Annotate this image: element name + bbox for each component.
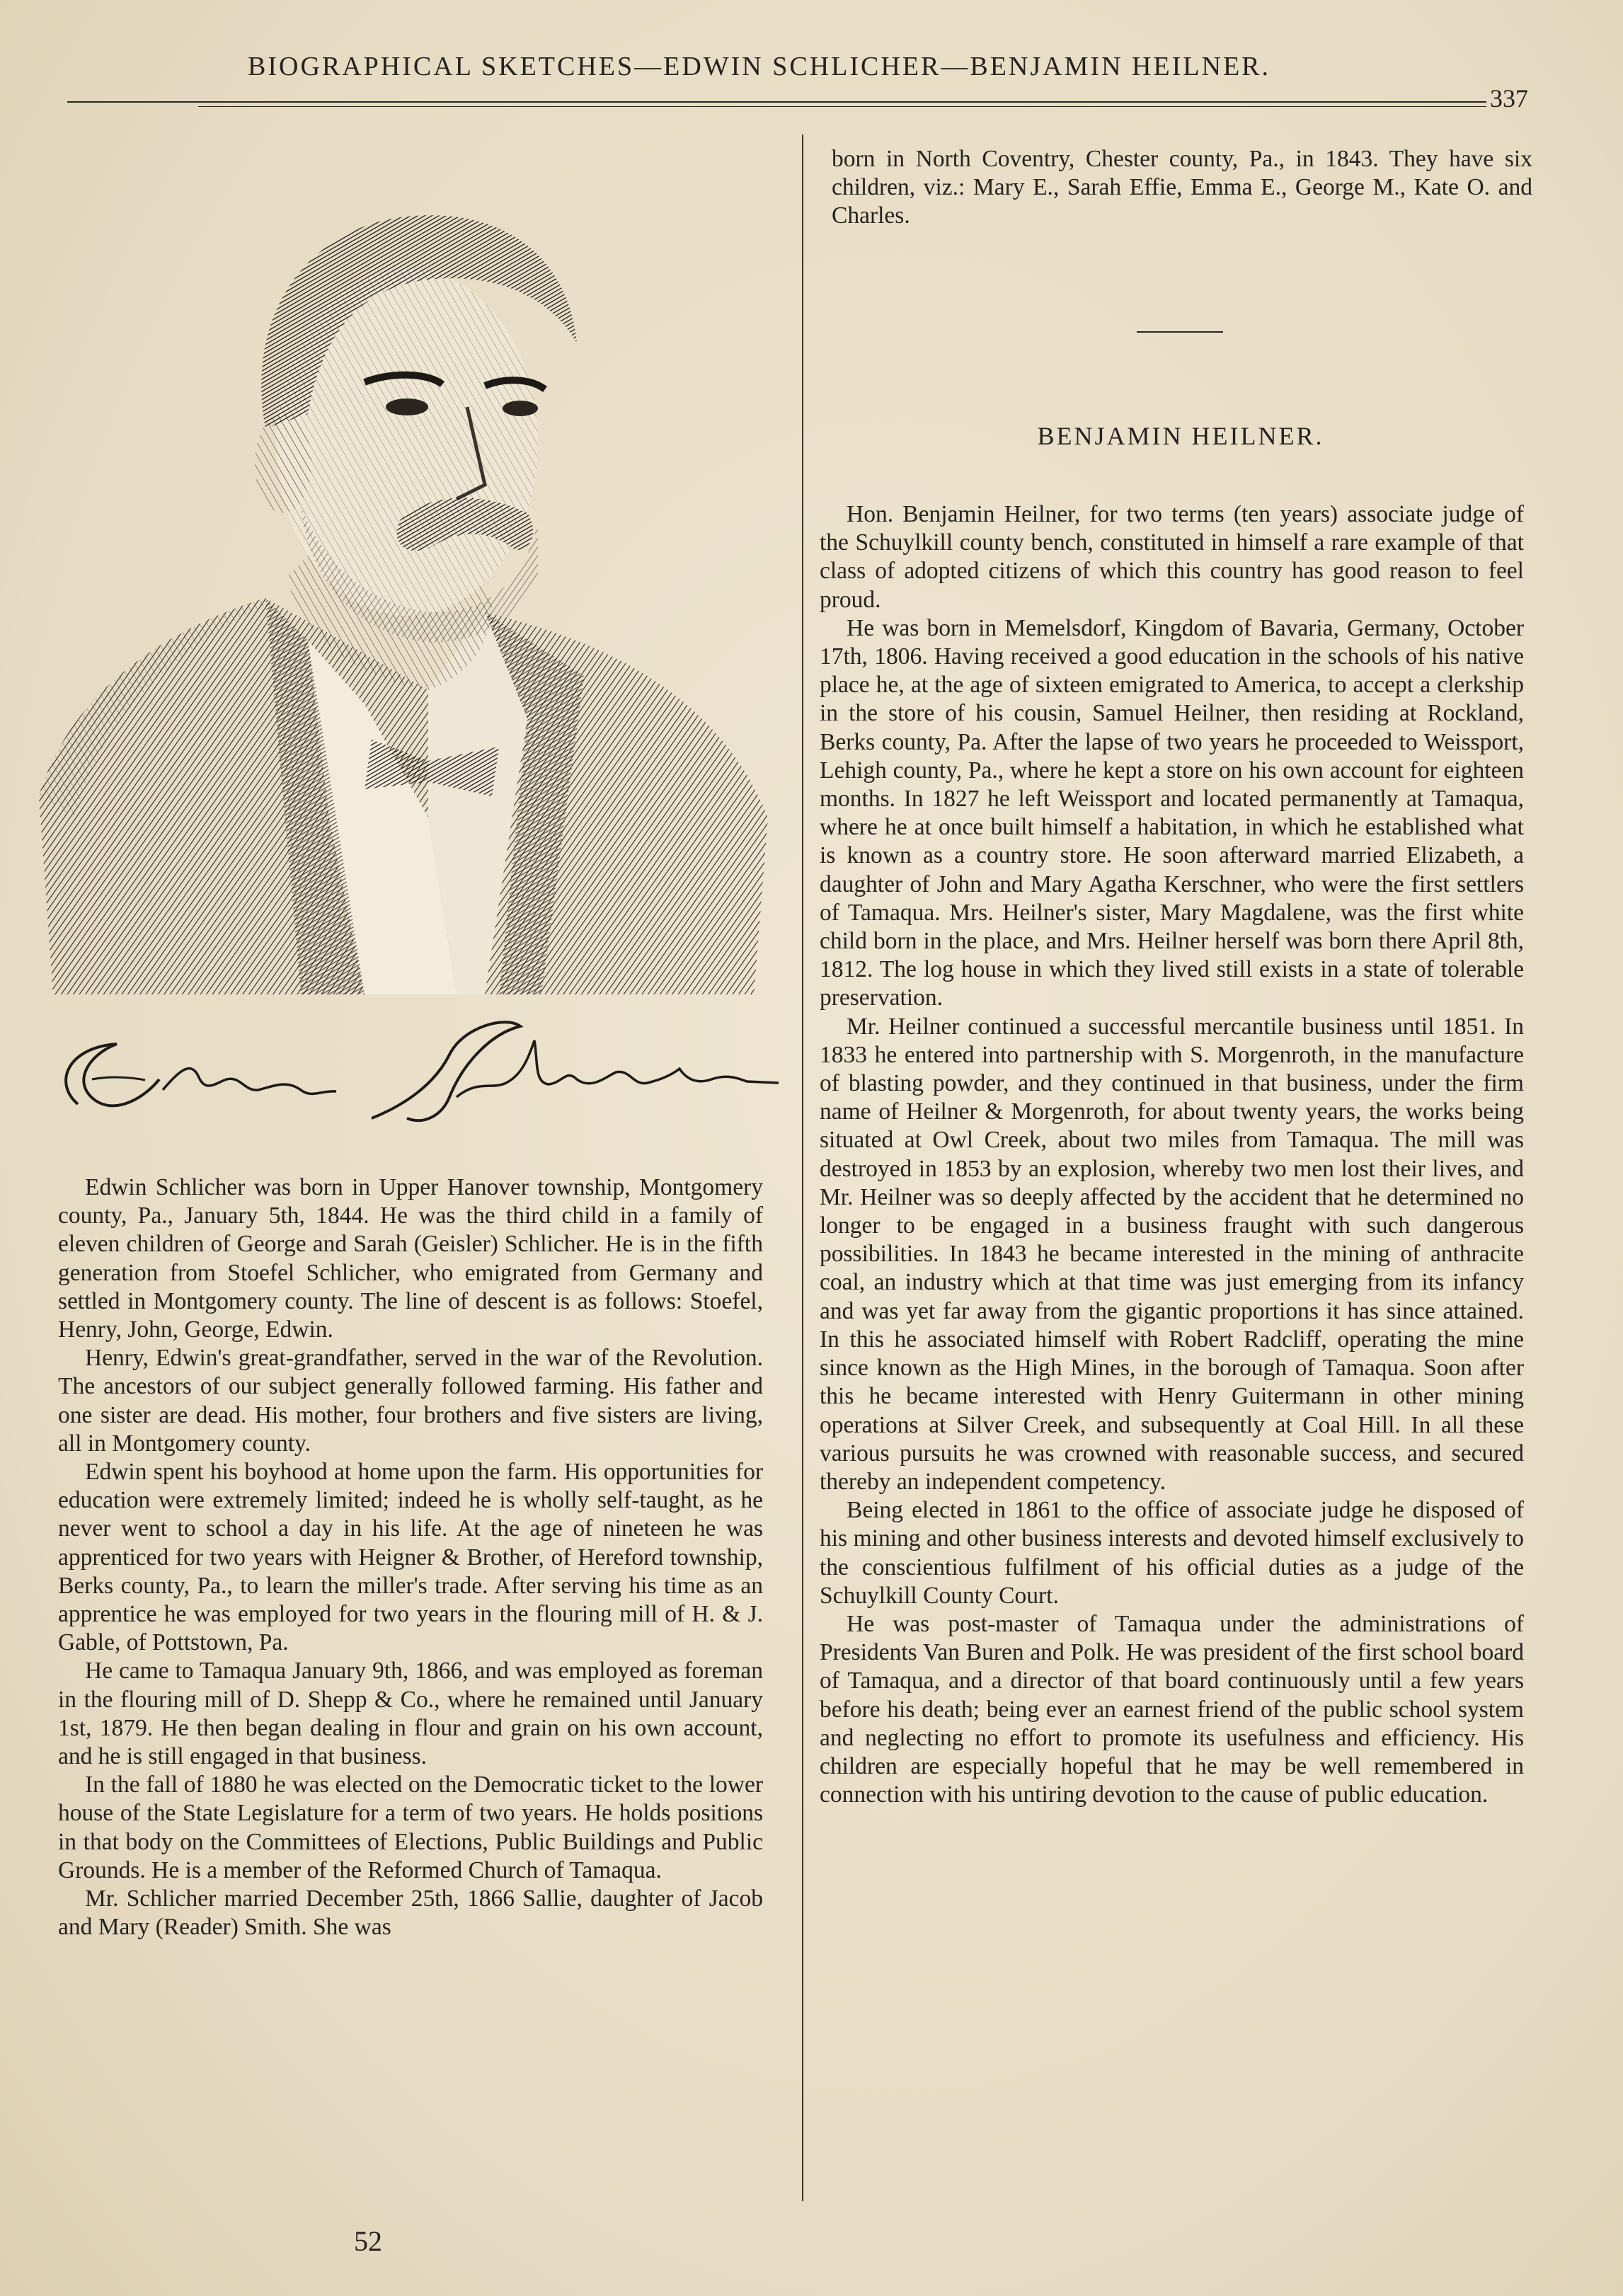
paragraph: He came to Tamaqua January 9th, 1866, and was employed as foreman in the flouring mill of D. Shepp & Co., where he remained until January 1st, 1879. He then began dealing in flour and grain on his own account, and he is still engaged in that business. xyxy=(58,1658,763,1770)
section-rule xyxy=(1137,331,1223,333)
paragraph: He was post-master of Tamaqua under the administrations of Presidents Van Buren and Polk. He was president of the first school board of Tamaqua, and a director of that board continuously until a few years before his death; being ever an earnest friend of the public school system and neglecting no effort to promote its usefulness and efficiency. His children are especially hopeful that he may be well remembered in connection with his untiring devotion to the cause of public education. xyxy=(820,1610,1524,1808)
page-number: 337 xyxy=(1490,84,1528,113)
right-column-continuation xyxy=(832,145,1532,231)
portrait-engraving xyxy=(32,180,775,1001)
paragraph: Mr. Schlicher married December 25th, 1866 Sallie, daughter of Jacob and Mary (Reader) Smith. She was xyxy=(58,1885,763,1941)
header-rule xyxy=(67,101,1486,103)
header-rule-secondary xyxy=(198,106,1486,107)
paragraph: He was born in Memelsdorf, Kingdom of Bavaria, Germany, October 17th, 1806. Having received a good education in the schools of his native place he, at the age of sixteen emigrated to America, to accept a clerkship in the store of his cousin, Samuel Heilner, then residing at Rockland, Berks county, Pa. After the lapse of two years he proceeded to Weissport, Lehigh county, Pa., where he kept a store on his own account for eighteen months. In 1827 he left Weissport and located permanently at Tamaqua, where he at once built himself a habitation, in which he established what is known as a country store. He soon afterward married Elizabeth, a daughter of John and Mary Agatha Kerschner, who were the first settlers of Tamaqua. Mrs. Heilner's sister, Mary Magdalene, was the first white child born in the place, and Mrs. Heilner herself was born there April 8th, 1812. The log house in which they lived still exists in a state of tolerable preservation. xyxy=(820,614,1524,1011)
signature-edwin-schlicher xyxy=(39,1012,782,1154)
section-title: BENJAMIN HEILNER. xyxy=(1037,422,1324,450)
paragraph: Hon. Benjamin Heilner, for two terms (ten years) associate judge of the Schuylkill county bench, constituted in himself a rare example of that class of adopted citizens of which this country has good reason to feel proud. xyxy=(820,501,1524,613)
paragraph: Being elected in 1861 to the office of associate judge he disposed of his mining and other business interests and devoted himself exclusively to the conscientious fulfilment of his official duties as a judge of the Schuylkill County Court. xyxy=(820,1497,1524,1609)
paragraph: Edwin Schlicher was born in Upper Hanover township, Montgomery county, Pa., January 5th, 1844. He was the third child in a family of eleven children of George and Sarah (Geisler) Schlicher. He is in the fifth generation from Stoefel Schlicher, who emigrated from Germany and settled in Montgomery county. The line of descent is as follows: Stoefel, Henry, John, George, Edwin. xyxy=(58,1174,763,1343)
folio-number: 52 xyxy=(354,2225,382,2257)
running-header: BIOGRAPHICAL SKETCHES—EDWIN SCHLICHER—BENJAMIN HEILNER. xyxy=(248,52,1271,81)
left-column-biography xyxy=(58,1173,763,1941)
right-column-biography xyxy=(820,500,1524,1809)
paragraph: born in North Coventry, Chester county, Pa., in 1843. They have six children, viz.: Mary E., Sarah Effie, Emma E., George M., Kate O. and Charles. xyxy=(832,146,1532,229)
paragraph: Edwin spent his boyhood at home upon the farm. His opportunities for education were extremely limited; indeed he is wholly self-taught, as he never went to school a day in his life. At the age of nineteen he was apprenticed for two years with Heigner & Brother, of Hereford township, Berks county, Pa., to learn the miller's trade. After serving his time as an apprentice he was employed for two years in the flouring mill of H. & J. Gable, of Pottstown, Pa. xyxy=(58,1459,763,1656)
paragraph: Henry, Edwin's great-grandfather, served in the war of the Revolution. The ancestors of our subject generally followed farming. His father and one sister are dead. His mother, four brothers and five sisters are living, all in Montgomery county. xyxy=(58,1345,763,1457)
column-divider xyxy=(802,134,803,2201)
paragraph: In the fall of 1880 he was elected on the Democratic ticket to the lower house of the State Legislature for a term of two years. He holds positions in that body on the Committees of Elections, Public Buildings and Public Grounds. He is a member of the Reformed Church of Tamaqua. xyxy=(58,1772,763,1883)
paragraph: Mr. Heilner continued a successful mercantile business until 1851. In 1833 he entered into partnership with S. Morgenroth, in the manufacture of blasting powder, and they continued in that business, under the firm name of Heilner & Morgenroth, for about twenty years, the works being situated at Owl Creek, about two miles from Tamaqua. The mill was destroyed in 1853 by an explosion, whereby two men lost their lives, and Mr. Heilner was so deeply affected by the accident that he determined no longer to be engaged in a business fraught with such dangerous possibilities. In 1843 he became interested in the mining of anthracite coal, an industry which at that time was just emerging from its infancy and was yet far away from the gigantic proportions it has since attained. In this he associated himself with Robert Radcliff, operating the mine since known as the High Mines, in the borough of Tamaqua. Soon after this he became interested with Henry Guitermann in other mining operations at Silver Creek, and subsequently at Coal Hill. In all these various pursuits he was crowned with reasonable success, and secured thereby an independent competency. xyxy=(820,1013,1524,1495)
